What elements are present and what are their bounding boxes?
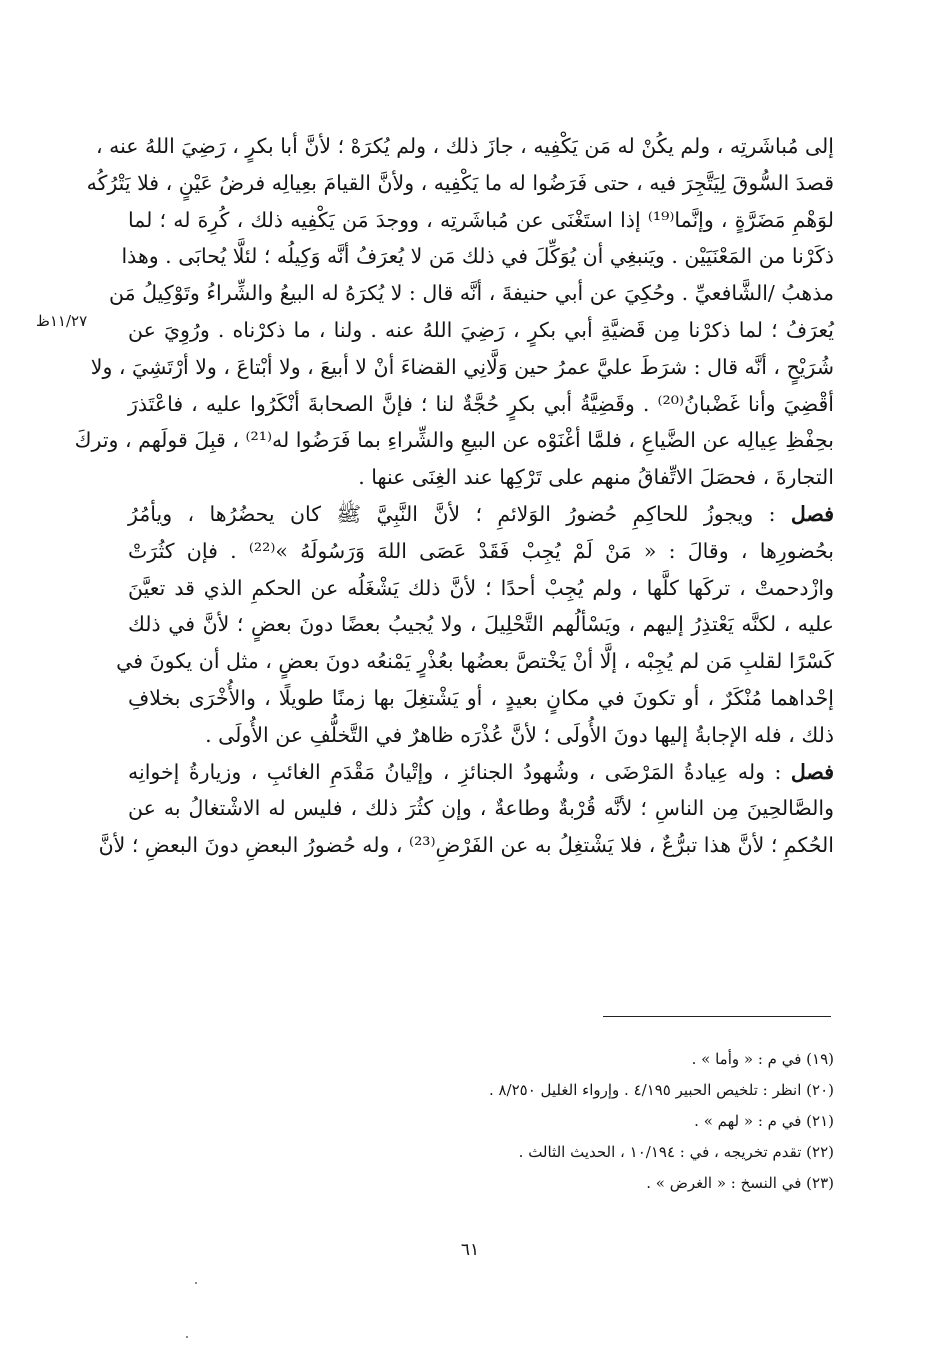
text-line: لوَهْمِ مَضَرَّةٍ ، وإنَّما⁽¹⁹⁾ إذا استَغْنَى عن مُباشَرتِه ، ووجدَ مَن يَكْفِيه ذلك ، كُرِهَ له ؛ لما	[128, 207, 834, 232]
text-line: أقْضِيَ وأنا غَضْبانُ⁽²⁰⁾ . وقَضِيَّةُ أبي بكرٍ حُجَّةٌ لنا ؛ فإنَّ الصحابةَ أنْكَرُوا عليه ، فاعْتَذرَ	[128, 391, 834, 416]
text-line: عليه ، لكنَّه يَعْتذِرُ إليهم ، ويَسْألُهم التَّحْلِيلَ ، ولا يُجيبُ بعضًا دونَ بعضٍ ؛ لأنَّ في ذلك	[128, 612, 834, 637]
text-line-rest: : وله عِيادةُ المَرْضَى ، وشُهودُ الجنائزِ ، وإتْيانُ مَقْدَمِ الغائبِ ، وزيارةُ إخوانِه	[128, 759, 791, 784]
text-line: إلى مُباشَرتِه ، ولم يكُنْ له مَن يَكْفِيه ، جازَ ذلك ، ولم يُكرَهْ ؛ لأنَّ أبا بكرٍ ، رَضِيَ اللهُ عنه ،	[96, 134, 834, 158]
text-line: مذهبُ /الشَّافعيِّ . وحُكِيَ عن أبي حنيفةَ ، أنَّه قال : لا يُكرَهُ له البيعُ والشِّراءُ وتَوْكِيلُ مَن	[109, 281, 834, 306]
text-line: الحُكمِ ؛ لأنَّ هذا تبرُّعٌ ، فلا يَشْتغِلُ به عن الفَرْضِ⁽²³⁾ ، وله حُضورُ البعضِ دونَ البعضِ ؛ لأنَّ	[98, 833, 834, 858]
section-heading: فصل	[790, 501, 834, 526]
section-heading: فصل	[790, 759, 834, 784]
text-line-rest: : ويجوزُ للحاكِمِ حُضورُ الوَلائمِ ؛ لأنَّ النَّبِيَّ ﷺ كان يحضُرُها ، ويأمُرُ	[128, 501, 791, 526]
scan-speck	[186, 1336, 188, 1338]
text-line: شُرَيْحٍ ، أنَّه قال : شرَطَ عليَّ عمرُ حين وَلَّانِي القضاءَ أنْ لا أبيعَ ، ولا أبْتاعَ ، ولا أرْتَشِيَ ، ولا	[90, 354, 834, 379]
scan-speck	[195, 1282, 197, 1284]
text-line: قصدَ السُّوقَ لِيَتَّجِرَ فيه ، حتى فَرَضُوا له ما يَكْفِيه ، ولأنَّ القيامَ بعِيالِه فرضُ عَيْنٍ ، فلا يَتْرُكُه	[86, 170, 834, 195]
text-line: يُعرَفُ ؛ لما ذكرْنا مِن قَضيَّةِ أبي بكرٍ ، رَضِيَ اللهُ عنه . ولنا ، ما ذكرْناه . ورُوِيَ عن	[128, 317, 834, 342]
text-line: التجارةَ ، فحصَلَ الاتِّفاقُ منهم على تَرْكِها عند الغِنَى عنها .	[358, 465, 834, 490]
footnote: (٢٣) في النسخ : « الغرض » .	[646, 1174, 834, 1192]
page-number: ٦١	[460, 1240, 480, 1260]
text-line: وازْدحمتْ ، تركَها كلَّها ، ولم يُجِبْ أحدًا ؛ لأنَّ ذلك يَشْغَلُه عن الحكمِ الذي قد تعيَّنَ	[128, 575, 834, 600]
text-line: إحْداهما مُنْكَرٌ ، أو تكونَ في مكانٍ بعيدٍ ، أو يَشْتغِلَ بها زمنًا طويلًا ، والأُخْرَى بخلافِ	[128, 685, 834, 710]
text-line: بحُضورِها ، وقالَ : « مَنْ لَمْ يُجِبْ فَقَدْ عَصَى اللهَ وَرَسُولَهُ »⁽²²⁾ . فإن كثُرَتْ	[128, 538, 834, 563]
text-line	[128, 496, 834, 533]
text-line: بحِفْظِ عِيالِه عن الضَّياعِ ، فلمَّا أغْنَوْه عن البيعِ والشِّراءِ بما فَرَضُوا له⁽²¹⁾ ، قبِلَ قولَهم ، وتركَ	[74, 428, 834, 453]
text-line	[128, 754, 834, 791]
footnote-separator	[603, 1016, 831, 1017]
text-line: كَسْرًا لقلبِ مَن لم يُجِبْه ، إلَّا أنْ يَخْتصَّ بعضُها بعُذْرٍ يَمْنعُه دونَ بعضٍ ، مثل أن يكونَ في	[116, 649, 834, 674]
text-line: ذلك ، فله الإجابةُ إليها دونَ الأُولَى ؛ لأنَّ عُذْرَه ظاهرٌ في التَّخلُّفِ عن الأُولَى .	[205, 722, 834, 747]
footnote: (٢٢) تقدم تخريجه ، في : ١٠/١٩٤ ، الحديث الثالث .	[518, 1143, 834, 1161]
footnotes	[380, 1044, 834, 1199]
main-text	[74, 128, 834, 864]
text-line: ذكَرْنا من المَعْنَيَيْن . ويَنبغِي أن يُوَكِّلَ في ذلك مَن لا يُعرَفُ أنَّه وَكِيلُه ؛ لئلَّا يُحابَى . وهذا	[121, 244, 834, 269]
footnote: (٢٠) انظر : تلخيص الحبير ٤/١٩٥ . وإرواء الغليل ٨/٢٥٠ .	[488, 1081, 834, 1099]
footnote: (١٩) في م : « وأما » .	[691, 1050, 834, 1068]
text-line: والصَّالحِينَ مِن الناسِ ؛ لأنَّه قُرْبةٌ وطاعةٌ ، وإن كثُرَ ذلك ، فليس له الاشْتغالُ به عن	[128, 796, 834, 821]
manuscript-folio-reference: ١١/٢٧ظ	[36, 312, 88, 330]
footnote: (٢١) في م : « لهم » .	[694, 1112, 834, 1130]
